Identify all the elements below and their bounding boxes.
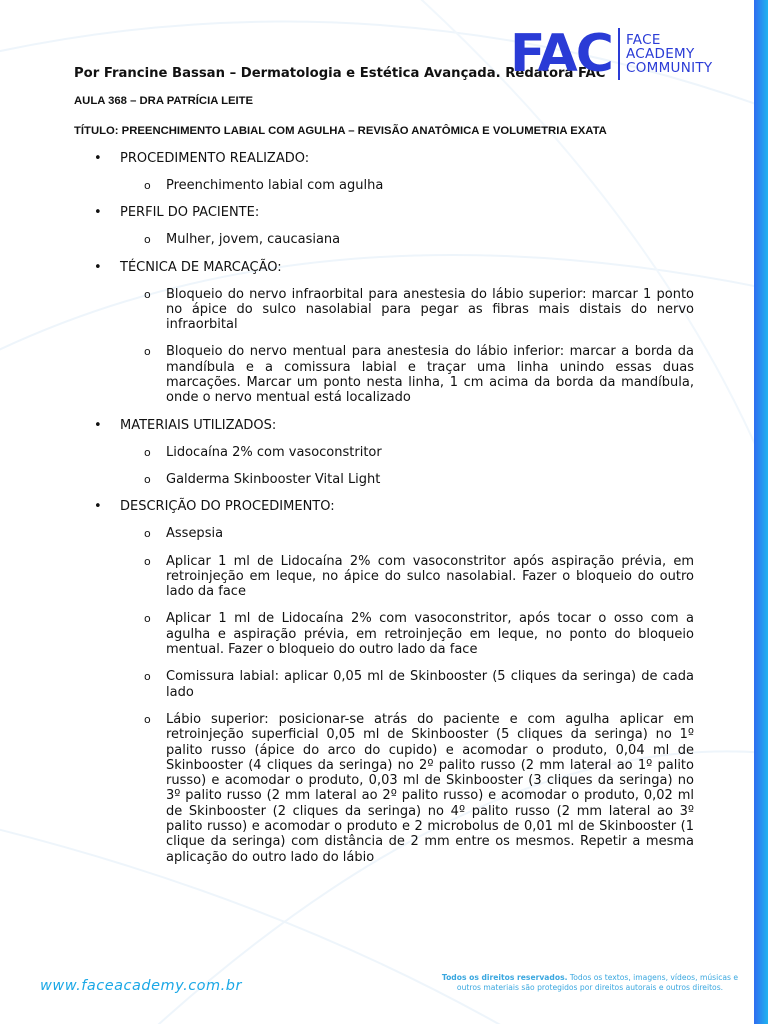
- list-item-text: Preenchimento labial com agulha: [166, 178, 384, 193]
- section-heading: DESCRIÇÃO DO PROCEDIMENTO:: [120, 499, 335, 515]
- face-academy-logo: [510, 24, 713, 84]
- list-item-text: Galderma Skinbooster Vital Light: [166, 471, 381, 487]
- section-items: [120, 287, 694, 406]
- section-materiais: [74, 418, 694, 488]
- list-item-text: Aplicar 1 ml de Lidocaína 2% com vasoconstritor após aspiração prévia, em retroinjeção em leque, no ápice do sulco nasolabial. Fazer o bloqueio do outro lado da face: [166, 553, 694, 600]
- list-item-text: Bloqueio do nervo infraorbital para anestesia do lábio superior: marcar 1 ponto no ápice do sulco nasolabial para pegar as fibras mais distais do nervo infraorbital: [166, 286, 694, 333]
- right-accent-stripe: [754, 0, 768, 1024]
- section-tecnica: [74, 260, 694, 406]
- bullet: •: [94, 417, 102, 433]
- list-item-text: Assepsia: [166, 526, 224, 542]
- section-items: [120, 178, 694, 193]
- list-item-text: Lábio superior: posicionar-se atrás do paciente e com agulha aplicar em retroinjeção superficial 0,05 ml de Skinbooster (5 cliques da seringa) no 1º palito russo (ápice do arco do cupido) e acomodar o produto, 0,04 ml de Skinbooster (4 cliques da seringa) no 2º palito russo (2 mm lateral ao 1º palito russo) e acomodar o produto, 0,03 ml de Skinbooster (3 cliques da seringa) no 3º palito russo (2 mm lateral ao 2º palito russo) e acomodar o produto, 0,02 ml de Skinbooster (2 cliques da seringa) no 4º palito russo (2 mm lateral ao 3º palito russo) e acomodar o produto e 2 microbolus de 0,01 ml de Skinbooster (1 clique da seringa) com distância de 2 mm entre os mesmos. Repetir a mesma aplicação do outro lado do lábio: [166, 711, 694, 865]
- sub-bullet: o: [144, 287, 151, 301]
- section-items: [120, 526, 694, 865]
- section-items: [120, 445, 694, 488]
- sub-bullet: o: [144, 554, 151, 568]
- logo-wordmark: [626, 33, 713, 75]
- list-item: [120, 554, 694, 600]
- sub-bullet: o: [144, 233, 151, 247]
- sub-bullet: o: [144, 612, 151, 626]
- bullet: •: [94, 205, 102, 221]
- sub-bullet: o: [144, 712, 151, 726]
- list-item: [120, 472, 694, 487]
- logo-divider: [618, 28, 620, 80]
- sub-bullet: o: [144, 472, 151, 486]
- aula-line: AULA 368 – DRA PATRÍCIA LEITE: [74, 95, 254, 107]
- sub-bullet: o: [144, 345, 151, 359]
- section-items: [120, 232, 694, 247]
- list-item: [120, 611, 694, 657]
- logo-mark: FAC: [510, 24, 612, 84]
- logo-line-face: FACE: [625, 32, 661, 48]
- section-heading: PROCEDIMENTO REALIZADO:: [120, 151, 310, 166]
- section-heading: PERFIL DO PACIENTE:: [120, 205, 260, 221]
- list-item: [120, 445, 694, 460]
- list-item-text: Comissura labial: aplicar 0,05 ml de Skinbooster (5 cliques da seringa) de cada lado: [166, 669, 694, 700]
- section-procedimento: [74, 151, 694, 193]
- logo-line-academy: ACADEMY: [625, 46, 695, 62]
- copyright-bold: Todos os direitos reservados.: [441, 973, 568, 982]
- footer-website-link[interactable]: www.faceacademy.com.br: [40, 978, 242, 994]
- sections-list: [74, 151, 694, 865]
- author-line: Por Francine Bassan – Dermatologia e Estética Avançada. Redatora FAC: [74, 66, 606, 81]
- list-item-text: Lidocaína 2% com vasoconstritor: [166, 444, 382, 460]
- section-heading: MATERIAIS UTILIZADOS:: [120, 417, 277, 433]
- list-item: [120, 712, 694, 865]
- list-item: [120, 178, 694, 193]
- bullet: •: [94, 151, 102, 166]
- sub-bullet: o: [144, 445, 151, 459]
- list-item-text: Aplicar 1 ml de Lidocaína 2% com vasoconstritor, após tocar o osso com a agulha e aspiração prévia, em retroinjeção em leque, no ponto do bloqueio mentual. Fazer o bloqueio do outro lado da face: [166, 611, 694, 658]
- footer-copyright: [434, 973, 746, 993]
- copyright-text: Todos os textos, imagens, vídeos, músicas e outros materiais são protegidos por direitos autorais e outros direitos.: [456, 973, 739, 992]
- list-item: [120, 287, 694, 333]
- logo-line-community: COMMUNITY: [625, 60, 713, 76]
- sub-bullet: o: [144, 670, 151, 684]
- section-descricao: [74, 499, 694, 865]
- list-item-text: Bloqueio do nervo mentual para anestesia do lábio inferior: marcar a borda da mandíbula e a comissura labial e traçar uma linha unindo essas duas marcações. Marcar um ponto nesta linha, 1 cm acima da borda da mandíbula, onde o nervo mentual está localizado: [166, 344, 694, 406]
- sub-bullet: o: [144, 527, 151, 541]
- list-item: [120, 344, 694, 405]
- list-item: [120, 232, 694, 247]
- list-item: [120, 526, 694, 541]
- section-heading: TÉCNICA DE MARCAÇÃO:: [120, 259, 282, 275]
- bullet: •: [94, 499, 102, 515]
- bullet: •: [94, 259, 102, 275]
- list-item-text: Mulher, jovem, caucasiana: [166, 232, 341, 248]
- document-body: [74, 66, 694, 877]
- section-perfil: [74, 205, 694, 247]
- document-title: TÍTULO: PREENCHIMENTO LABIAL COM AGULHA – REVISÃO ANATÔMICA E VOLUMETRIA EXATA: [74, 125, 607, 137]
- sub-bullet: o: [144, 179, 151, 192]
- list-item: [120, 669, 694, 700]
